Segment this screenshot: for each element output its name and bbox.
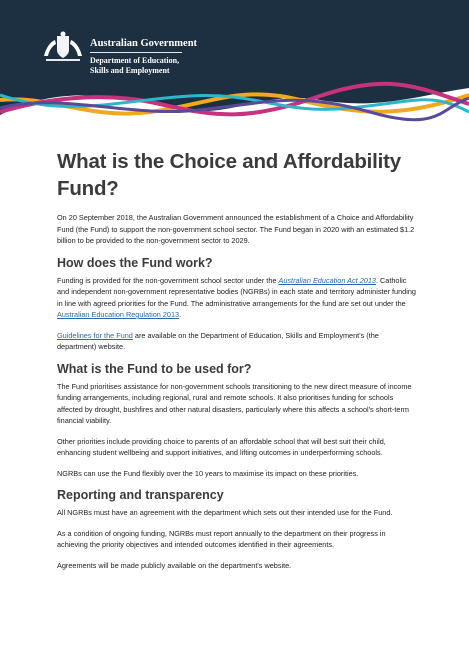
- used-paragraph-2: Other priorities include providing choice to parents of an affordable school that will best suit their child, enhancing student wellbeing and support initiatives, and lifting outcomes in underperforming schools.: [57, 436, 386, 457]
- heading-fund-used-for: What is the Fund to be used for?: [57, 361, 252, 376]
- reporting-paragraph-3: Agreements will be made publicly available on the department's website.: [57, 560, 292, 570]
- department-name-line1: Department of Education,: [90, 56, 180, 65]
- used-paragraph-3: NGRBs can use the Fund flexibly over the 10 years to maximise its impact on these priorities.: [57, 468, 359, 478]
- government-name: Australian Government: [90, 38, 198, 49]
- intro-paragraph: On 20 September 2018, the Australian Government announced the establishment of a Choice and Affordability Fund (the Fund) to support the non-government school sector. The Fund began in 2020 with an estimated $1.2 billion to be provided to the non-government sector to 2029.: [57, 213, 415, 245]
- logo-divider: [90, 52, 182, 53]
- document-body: [57, 148, 417, 580]
- heading-how-fund-works: How does the Fund work?: [57, 255, 213, 270]
- header-banner: [0, 0, 469, 125]
- department-name-line2: Skills and Employment: [90, 66, 170, 75]
- australian-education-regulation-link[interactable]: Australian Education Regulation 2013: [57, 310, 180, 319]
- australian-education-act-link[interactable]: Australian Education Act 2013: [278, 275, 376, 285]
- how-paragraph-2: [57, 330, 417, 353]
- page-title: What is the Choice and Affordability Fund?: [57, 150, 401, 200]
- how-paragraph-1: [57, 275, 417, 321]
- guidelines-text: are available on the Department of Education, Skills and Employment's (the department) website.: [57, 330, 379, 351]
- heading-reporting: Reporting and transparency: [57, 488, 224, 502]
- reporting-paragraph-2: As a condition of ongoing funding, NGRBs must report annually to the department on their progress in achieving the priority objectives and intended outcomes identified in their agreements.: [57, 528, 386, 549]
- how-text-c: .: [179, 310, 182, 319]
- coat-of-arms-icon: [40, 30, 86, 64]
- guidelines-link[interactable]: Guidelines for the Fund: [57, 330, 133, 340]
- government-logo-text: [90, 37, 197, 76]
- how-text-b: . Catholic and independent non-government representative bodies (NGRBs) in each state and territory administer funding in line with agreed priorities for the Fund. The administrative arrangements for the fund are set out under the: [57, 275, 416, 308]
- reporting-paragraph-1: All NGRBs must have an agreement with the department which sets out their intended use for the Fund.: [57, 508, 393, 517]
- used-paragraph-1: The Fund prioritises assistance for non-government schools transitioning to the new direct measure of income funding arrangements, including regional, rural and remote schools. It also prioritises funding for schools affected by drought, bushfires and other natural disasters, particularly where this affects a school's short-term financial viability.: [57, 381, 412, 425]
- how-text-a: Funding is provided for the non-government school sector under the: [57, 275, 279, 285]
